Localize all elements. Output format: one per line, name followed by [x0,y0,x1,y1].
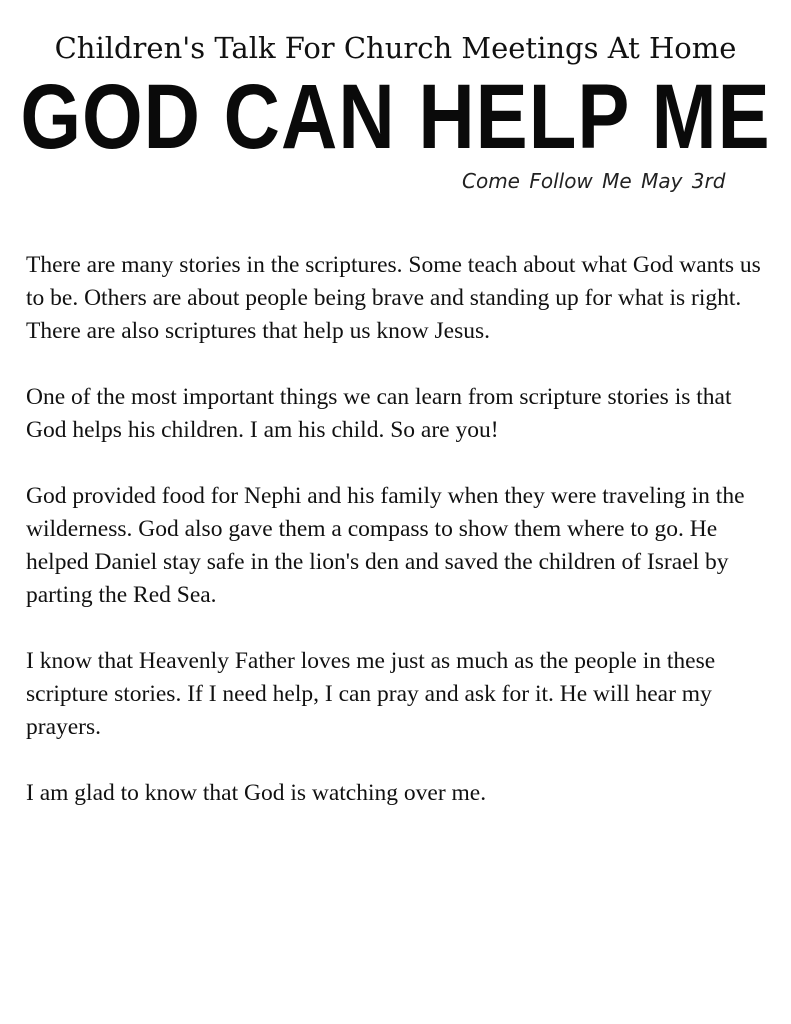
document-title: GOD CAN HELP ME [20,64,771,168]
date-line: Come Follow Me May 3rd [462,169,726,193]
paragraph-god-helps-children: One of the most important things we can learn from scripture stories is that God helps his children. I am his child. So are you! [26,384,732,443]
paragraph-scripture-stories: There are many stories in the scriptures. Some teach about what God wants us to be. Others are about people being brave and standing up for what is right. There are also scriptures that help us know Jesus. [26,252,761,344]
document-subtitle: Children's Talk For Church Meetings At Home [54,31,737,65]
paragraph-closing: I am glad to know that God is watching over me. [26,780,487,806]
paragraph-heavenly-father: I know that Heavenly Father loves me just as much as the people in these scripture stories. If I need help, I can pray and ask for it. He will hear my prayers. [26,648,716,740]
paragraph-examples: God provided food for Nephi and his family when they were traveling in the wilderness. God also gave them a compass to show them where to go. He helped Daniel stay safe in the lion's den and saved the children of Israel by parting the Red Sea. [26,483,745,608]
talk-body [26,249,771,843]
